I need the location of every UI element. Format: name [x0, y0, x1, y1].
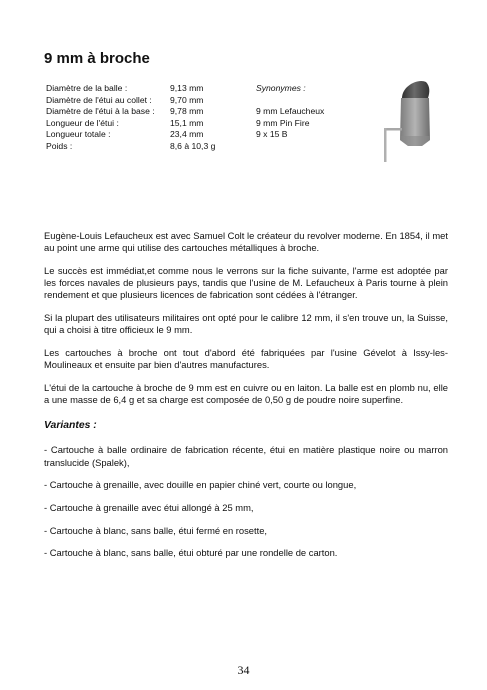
- spec-label: Diamètre de l'étui à la base :: [46, 106, 155, 117]
- paragraph: Eugène-Louis Lefaucheux est avec Samuel Colt le créateur du revolver moderne. En 1854, il met au point une arme qui utilise des cartouches métalliques à broche.: [44, 230, 448, 254]
- spec-label: Diamètre de l'étui au collet :: [46, 94, 152, 105]
- variant-item: - Cartouche à blanc, sans balle, étui fermé en rosette,: [44, 524, 268, 536]
- spec-value: 8,6 à 10,3 g: [170, 140, 216, 151]
- synonym: 9 mm Lefaucheux: [256, 106, 325, 117]
- paragraph: L'étui de la cartouche à broche de 9 mm est en cuivre ou en laiton. La balle est en plomb nu, elle a une masse de 6,4 g et sa charge est composée de 0,50 g de poudre noire superfine.: [44, 381, 448, 406]
- spec-label: Poids :: [46, 140, 73, 151]
- spec-row: [46, 129, 356, 141]
- spec-value: 9,70 mm: [170, 94, 204, 105]
- spec-label: Longueur de l'étui :: [46, 117, 119, 128]
- variant-item: - Cartouche à balle ordinaire de fabrication récente, étui en matière plastique noire ou marron translucide (Spalek),: [44, 444, 448, 468]
- body-text: [44, 230, 448, 570]
- variant-item: - Cartouche à grenaille, avec douille en papier chiné vert, courte ou longue,: [44, 479, 357, 491]
- page-number: 34: [237, 663, 250, 677]
- synonym: [256, 95, 356, 107]
- spec-value: 15,1 mm: [170, 117, 204, 128]
- spec-row: [46, 83, 356, 95]
- spec-row: [46, 141, 356, 153]
- spec-value: 23,4 mm: [170, 129, 204, 140]
- spec-row: [46, 95, 356, 107]
- synonym: [256, 141, 356, 153]
- synonym: 9 mm Pin Fire: [256, 117, 310, 128]
- paragraph: Le succès est immédiat,et comme nous le verrons sur la fiche suivante, l'arme est adoptée par les forces navales de plusieurs pays, tandis que l'usine de M. Lefaucheux à Paris tourne à plein rendement et que plusieurs licences de fabrication sont cédées à l'étranger.: [44, 264, 448, 301]
- synonyms-heading: Synonymes :: [256, 83, 306, 93]
- paragraph: Si la plupart des utilisateurs militaires ont opté pour le calibre 12 mm, il s'en trouve un, la Suisse, qui a choisi à titre officieux le 9 mm.: [44, 312, 448, 336]
- pinfire-cartridge-icon: [372, 78, 442, 170]
- spec-label: Longueur totale :: [46, 129, 111, 140]
- synonym: 9 x 15 B: [256, 129, 288, 140]
- spec-value: 9,78 mm: [170, 106, 204, 117]
- page-title: 9 mm à broche: [44, 50, 150, 67]
- spec-value: 9,13 mm: [170, 83, 204, 93]
- spec-row: [46, 118, 356, 130]
- spec-row: [46, 106, 356, 118]
- variants-heading: Variantes :: [44, 420, 97, 432]
- paragraph: Les cartouches à broche ont tout d'abord été fabriquées par l'usine Gévelot à Issy-les-Moulineaux et ensuite par bien d'autres manufactures.: [44, 346, 448, 371]
- spec-table: [46, 83, 356, 153]
- variant-item: - Cartouche à blanc, sans balle, étui obturé par une rondelle de carton.: [44, 547, 338, 559]
- spec-label: Diamètre de la balle :: [46, 83, 128, 93]
- variant-item: - Cartouche à grenaille avec étui allongé à 25 mm,: [44, 502, 254, 514]
